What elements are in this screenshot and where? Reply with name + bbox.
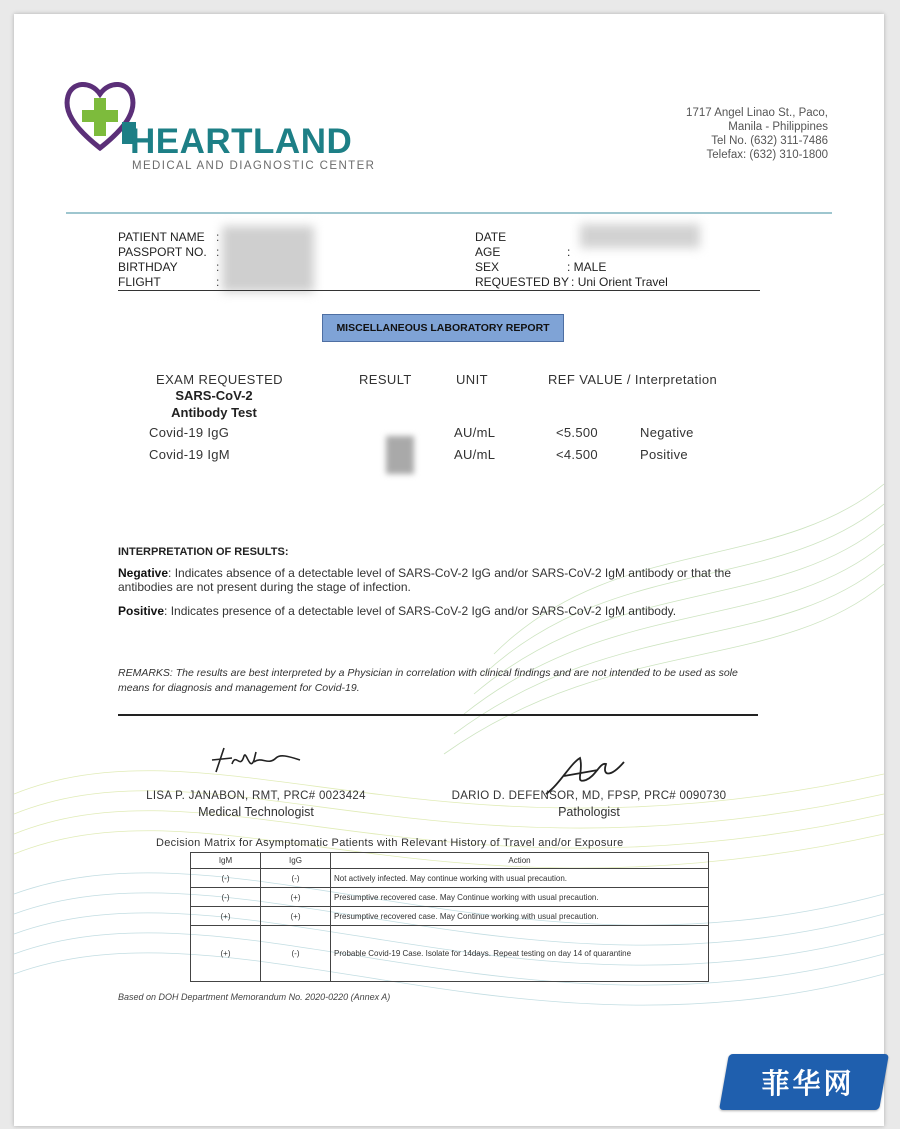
table-row [191,907,709,926]
result-name: Covid-19 IgG [149,425,230,440]
brand-subtitle: MEDICAL AND DIAGNOSTIC CENTER [132,160,376,172]
decision-matrix-table [190,852,709,982]
action-header: Action [331,853,709,869]
exam-column-header: EXAM REQUESTED [156,372,283,387]
igg-cell: (+) [261,907,331,926]
flight-label: FLIGHT [118,275,161,289]
igg-cell: (+) [261,888,331,907]
fax-line: Telefax: (632) 310-1800 [706,149,828,161]
brand-name: HEARTLAND [130,122,353,161]
negative-text: : Indicates absence of a detectable level of SARS-CoV-2 IgG and/or SARS-CoV-2 IgM antibody or that the antibodies are not present during the stage of infection. [118,566,732,594]
igg-cell: (-) [261,869,331,888]
result-row [149,447,709,467]
table-header-row [191,853,709,869]
action-cell: Not actively infected. May continue working with usual precaution. [331,869,709,888]
sex-label: SEX [475,260,500,274]
signature-technologist-icon [210,742,310,778]
birthday-label: BIRTHDAY [118,260,178,274]
header-divider [66,212,832,214]
patient-info-right: DATE AGE : SEX : MALE REQUESTED BY : Uni Orient Travel [475,230,668,289]
heartland-logo-icon [62,76,138,154]
patient-info-left: PATIENT NAME : PASSPORT NO. : BIRTHDAY : FLIGHT : [118,230,220,289]
result-interpretation: Negative [640,425,694,440]
negative-interpretation [118,566,758,594]
technologist-name: LISA P. JANABON, RMT, PRC# 0023424 [146,790,366,802]
positive-text: : Indicates presence of a detectable level of SARS-CoV-2 IgG and/or SARS-CoV-2 IgM antibody. [164,604,677,618]
negative-term: Negative [118,566,169,580]
pathologist-name: DARIO D. DEFENSOR, MD, FPSP, PRC# 0090730 [451,790,727,802]
decision-matrix-footnote: Based on DOH Department Memorandum No. 2020-0220 (Annex A) [118,992,391,1002]
passport-label: PASSPORT NO. [118,245,207,259]
result-ref: <5.500 [556,425,598,440]
info-divider [118,290,760,291]
igm-cell: (-) [191,869,261,888]
requested-by-label: REQUESTED BY [475,275,570,289]
igm-header: IgM [191,853,261,869]
remarks: REMARKS: The results are best interpreted by a Physician in correlation with clinical findings and are not intended to be used as sole means for diagnosis and management for Covid-19. [118,667,738,694]
action-cell: Presumptive recovered case. May Continue working with usual precaution. [331,888,709,907]
table-row [191,888,709,907]
watermark-text: 菲华网 [761,1067,855,1100]
unit-column-header: UNIT [456,372,488,387]
address-line: 1717 Angel Linao St., Paco, [686,107,828,119]
test-name-line: Antibody Test [171,405,257,420]
table-row [191,869,709,888]
patient-name-label: PATIENT NAME [118,230,205,244]
lab-report-page [14,14,884,1126]
report-title: MISCELLANEOUS LABORATORY REPORT [322,314,564,342]
igg-cell: (-) [261,926,331,982]
result-interpretation: Positive [640,447,688,462]
positive-term: Positive [118,604,165,618]
signature-divider [118,714,758,716]
action-cell: Probable Covid-19 Case. Isolate for 14days. Repeat testing on day 14 of quarantine [331,926,709,982]
redacted-result-values [386,436,414,474]
result-ref: <4.500 [556,447,598,462]
sex-value: : MALE [567,260,607,274]
decision-matrix-title: Decision Matrix for Asymptomatic Patients with Relevant History of Travel and/or Exposure [156,837,624,849]
igm-cell: (+) [191,907,261,926]
igm-cell: (-) [191,888,261,907]
result-row [149,425,709,445]
ref-column-header: REF VALUE / Interpretation [548,372,718,387]
result-name: Covid-19 IgM [149,447,230,462]
result-unit: AU/mL [454,425,496,440]
date-label: DATE [475,230,507,244]
clinic-address [686,106,828,162]
age-label: AGE [475,245,501,259]
positive-interpretation [118,604,758,618]
igg-header: IgG [261,853,331,869]
igm-cell: (+) [191,926,261,982]
table-row [191,926,709,982]
test-name-line: SARS-CoV-2 [175,388,253,403]
address-line: Manila - Philippines [728,121,828,133]
interpretation-heading: INTERPRETATION OF RESULTS: [118,546,289,558]
action-cell: Presumptive recovered case. May Continue working with usual precaution. [331,907,709,926]
pathologist-title: Pathologist [558,805,620,819]
redacted-date [580,224,700,248]
result-column-header: RESULT [359,372,412,387]
technologist-title: Medical Technologist [198,805,314,819]
redacted-patient-details [222,226,314,292]
phone-line: Tel No. (632) 311-7486 [711,135,828,147]
test-name [154,387,274,421]
result-unit: AU/mL [454,447,496,462]
requested-by-value: : Uni Orient Travel [571,275,668,289]
